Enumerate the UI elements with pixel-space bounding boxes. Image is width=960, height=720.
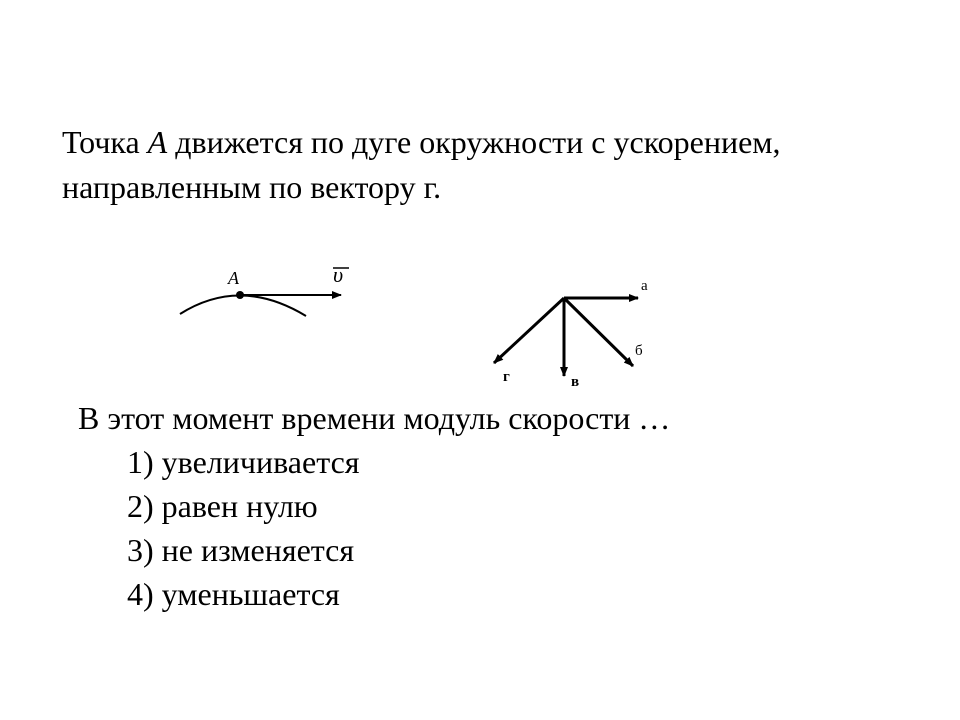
- problem-line1-rest: движется по дуге окружности с ускорением,: [167, 124, 781, 160]
- vector-v-label: в: [571, 374, 580, 388]
- circular-arc: [180, 295, 306, 316]
- vector-g: [494, 298, 564, 363]
- answer-options: [127, 440, 359, 616]
- answer-option: 3) не изменяется: [127, 532, 355, 568]
- vector-a-label: а: [641, 278, 648, 294]
- answer-option: 1) увеличивается: [127, 444, 360, 480]
- vector-b-label: б: [635, 343, 643, 359]
- motion-figure: [163, 256, 666, 388]
- answer-option: 2) равен нулю: [127, 488, 318, 524]
- velocity-label: υ: [333, 262, 344, 287]
- problem-prefix: Точка: [62, 124, 148, 160]
- vector-b: [564, 298, 633, 366]
- point-a-label: A: [228, 268, 239, 288]
- motion-diagram: [163, 256, 666, 388]
- question-text: В этот момент времени модуль скорости …: [78, 400, 671, 436]
- vector-g-label: г: [503, 369, 510, 385]
- problem-point-name: A: [147, 124, 168, 160]
- problem-statement: [62, 120, 922, 210]
- problem-line2: направленным по вектору г.: [62, 169, 442, 205]
- answer-option: 4) уменьшается: [127, 576, 340, 612]
